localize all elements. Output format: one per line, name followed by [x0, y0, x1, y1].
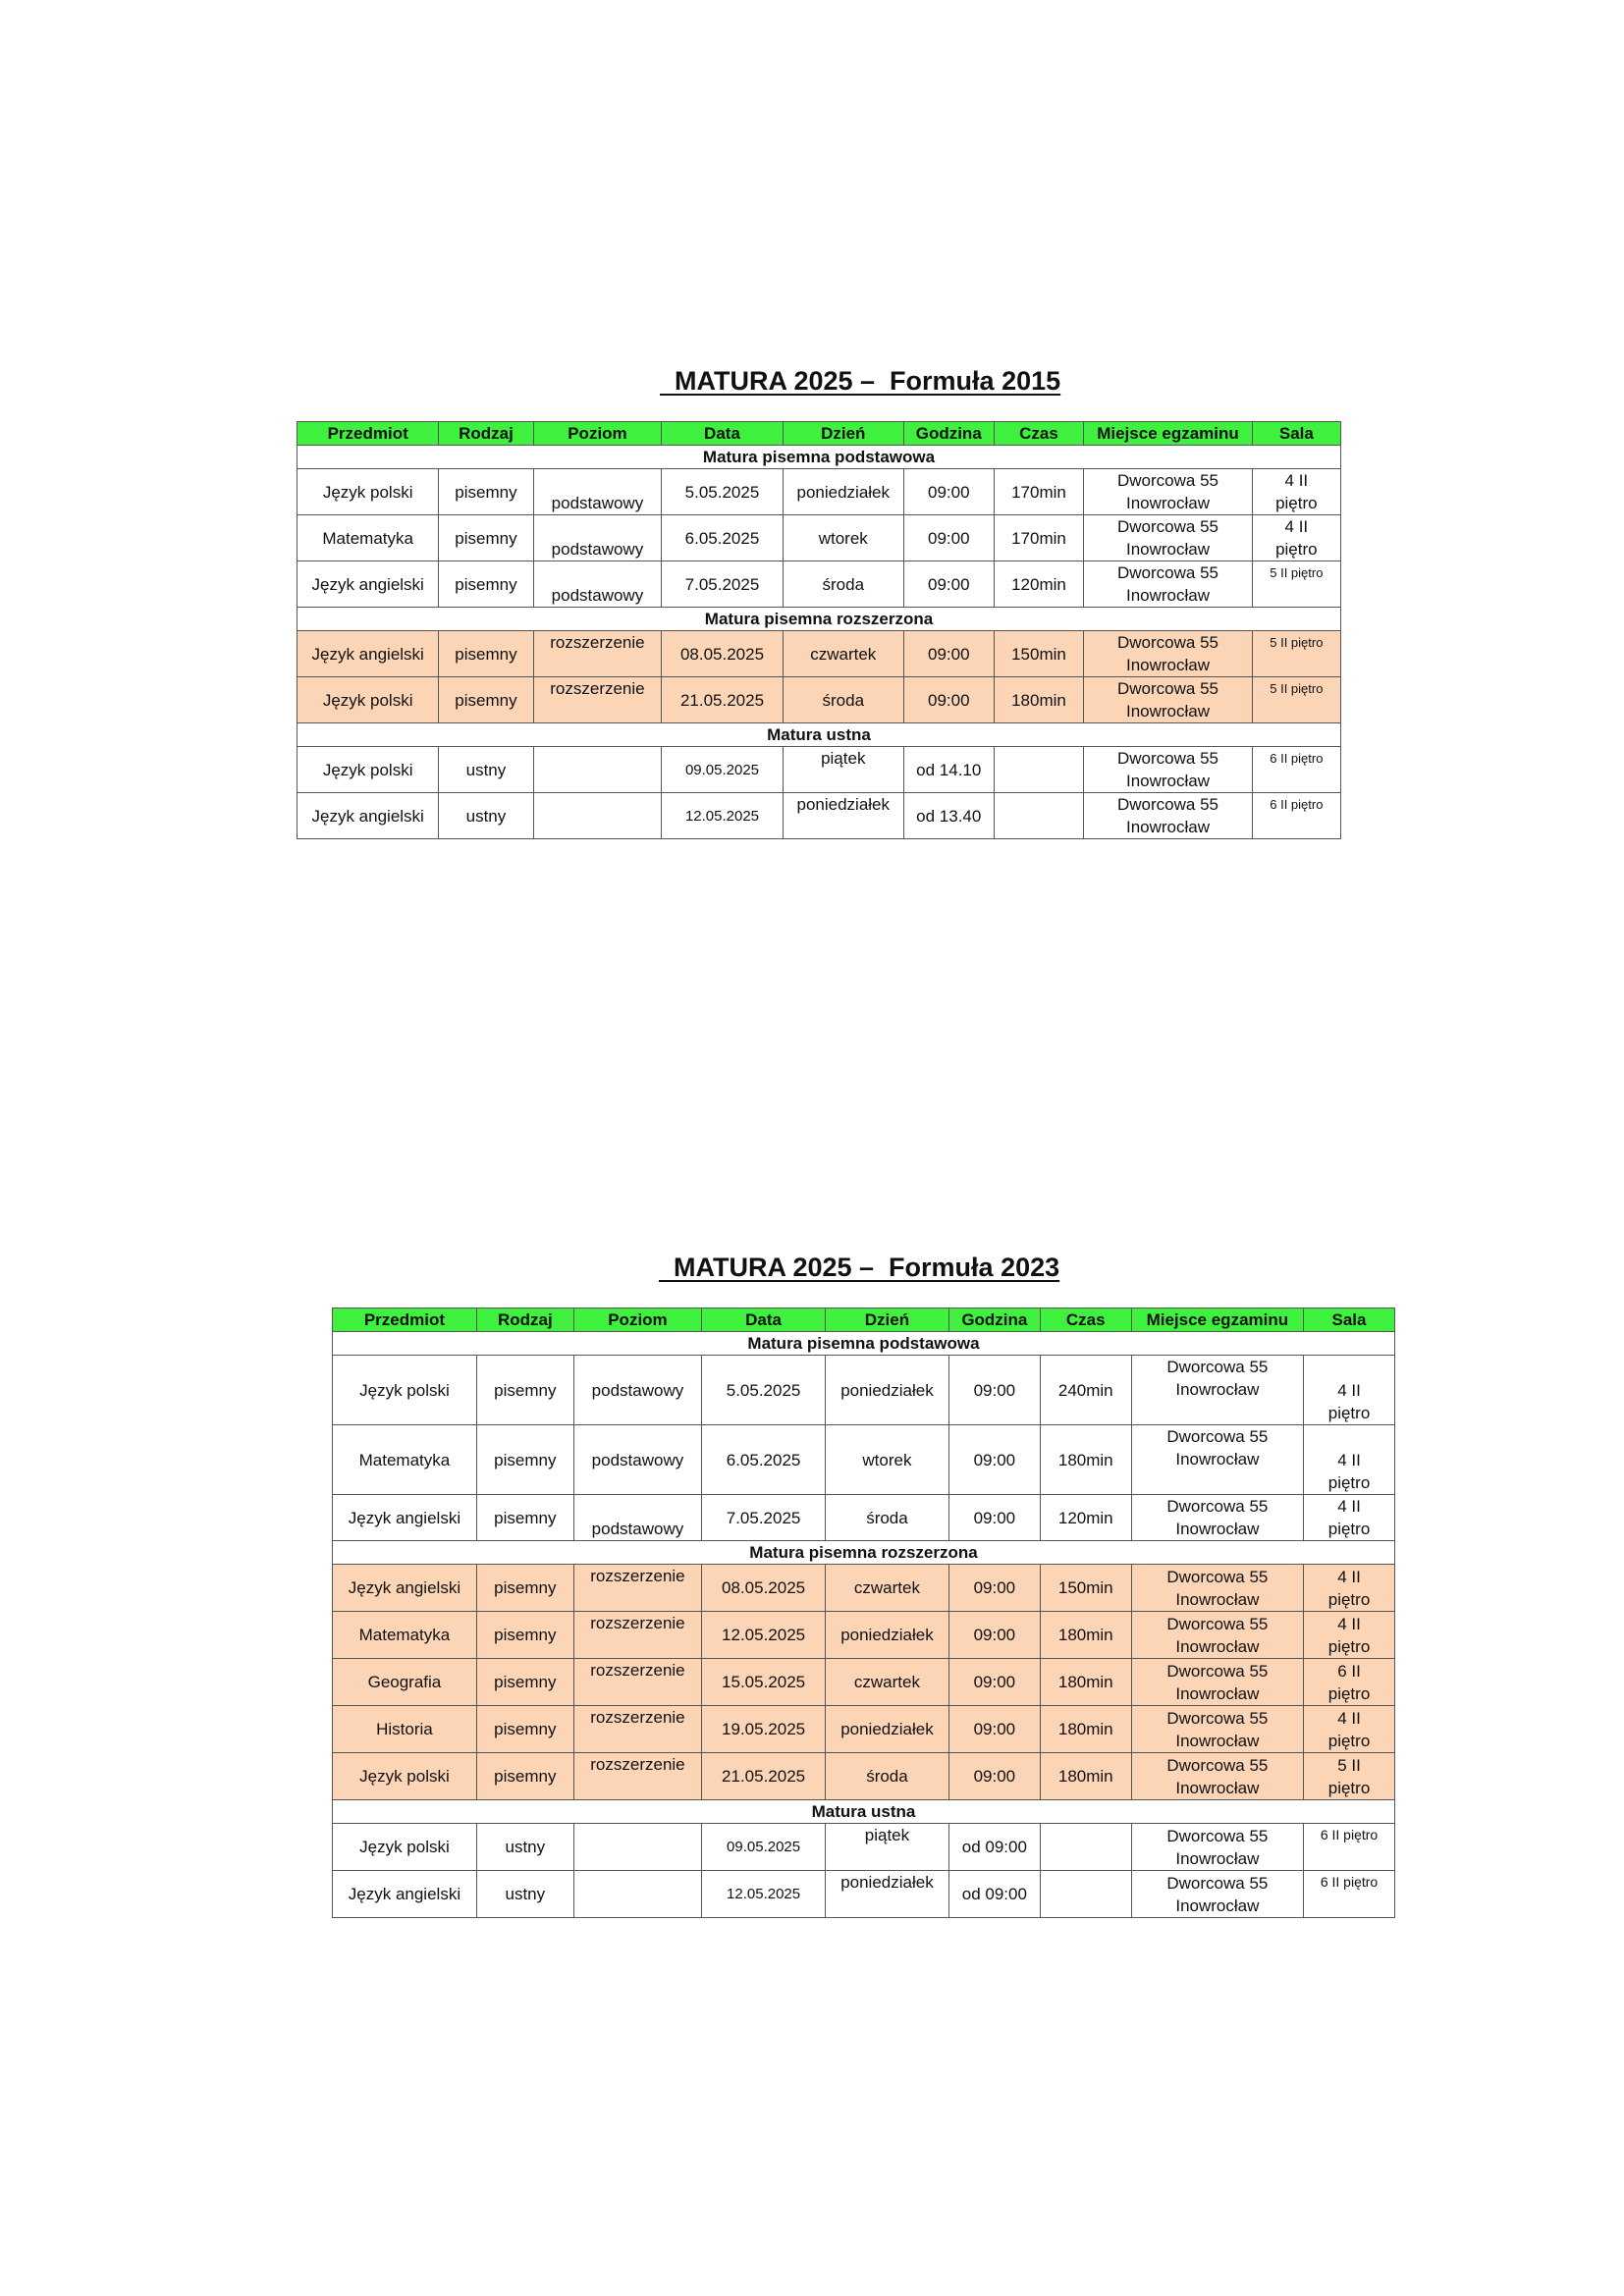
table-row — [333, 1824, 1395, 1871]
duration-cell: 170min — [994, 515, 1084, 561]
section-row — [298, 608, 1341, 631]
subject-cell: Język polski — [333, 1753, 477, 1800]
room-floor: piętro — [1327, 1520, 1371, 1538]
room-number: 6 II — [1337, 1661, 1361, 1681]
table-row — [333, 1565, 1395, 1612]
subject-cell: Język angielski — [333, 1495, 477, 1541]
place-cell — [1084, 469, 1252, 515]
place-cell — [1131, 1356, 1303, 1425]
level-cell: podstawowy — [573, 1356, 701, 1425]
place-street: Dworcowa 55 — [1166, 1567, 1269, 1586]
column-header: Data — [662, 422, 783, 446]
room-floor: piętro — [1327, 1473, 1371, 1492]
room-number: 4 II — [1337, 1708, 1361, 1728]
page-title-formula-2015: MATURA 2025 – Formuła 2015 — [660, 366, 1061, 396]
place-city: Inowrocław — [1175, 1520, 1260, 1538]
table-row — [333, 1356, 1395, 1425]
time-cell: 09:00 — [948, 1612, 1040, 1659]
column-header: Czas — [1040, 1308, 1131, 1332]
duration-cell: 150min — [1040, 1565, 1131, 1612]
time-cell: 09:00 — [903, 677, 994, 723]
type-cell: pisemny — [439, 631, 533, 677]
room-floor: piętro — [1275, 494, 1318, 512]
type-cell: pisemny — [439, 515, 533, 561]
time-cell: 09:00 — [903, 631, 994, 677]
section-label: Matura pisemna rozszerzona — [298, 608, 1341, 631]
time-cell: 09:00 — [948, 1753, 1040, 1800]
duration-cell: 240min — [1040, 1356, 1131, 1425]
room-cell: 6 II piętro — [1252, 793, 1340, 839]
date-cell: 21.05.2025 — [662, 677, 783, 723]
type-cell: pisemny — [439, 561, 533, 608]
day-cell: czwartek — [783, 631, 903, 677]
level-cell — [533, 793, 662, 839]
place-street: Dworcowa 55 — [1166, 1873, 1269, 1893]
section-label: Matura pisemna rozszerzona — [333, 1541, 1395, 1565]
date-cell: 15.05.2025 — [702, 1659, 826, 1706]
place-city: Inowrocław — [1175, 1589, 1260, 1609]
time-cell: 09:00 — [903, 561, 994, 608]
level-cell — [573, 1824, 701, 1871]
place-city: Inowrocław — [1175, 1636, 1260, 1656]
room-cell — [1304, 1753, 1395, 1800]
day-cell: poniedziałek — [826, 1871, 949, 1918]
room-number: 4 II — [1337, 1614, 1361, 1633]
room-cell — [1304, 1425, 1395, 1495]
level-cell: rozszerzenie — [573, 1565, 701, 1612]
type-cell: pisemny — [439, 677, 533, 723]
table-row — [333, 1495, 1395, 1541]
place-city: Inowrocław — [1125, 702, 1211, 721]
place-city: Inowrocław — [1125, 586, 1211, 605]
level-cell: podstawowy — [533, 515, 662, 561]
level-cell: rozszerzenie — [573, 1612, 701, 1659]
room-cell — [1304, 1659, 1395, 1706]
place-city: Inowrocław — [1175, 1848, 1260, 1868]
duration-cell: 120min — [994, 561, 1084, 608]
place-street: Dworcowa 55 — [1117, 749, 1218, 768]
room-cell — [1304, 1706, 1395, 1753]
section-label: Matura pisemna podstawowa — [333, 1332, 1395, 1356]
type-cell: pisemny — [476, 1356, 573, 1425]
place-cell — [1084, 747, 1252, 793]
column-header: Dzień — [783, 422, 903, 446]
column-header: Godzina — [948, 1308, 1040, 1332]
room-cell — [1304, 1356, 1395, 1425]
duration-cell: 150min — [994, 631, 1084, 677]
day-cell: poniedziałek — [783, 793, 903, 839]
duration-cell: 180min — [994, 677, 1084, 723]
room-number: 4 II — [1284, 471, 1309, 490]
type-cell: pisemny — [476, 1659, 573, 1706]
column-header: Data — [702, 1308, 826, 1332]
section-row — [333, 1800, 1395, 1824]
column-header: Rodzaj — [476, 1308, 573, 1332]
column-header: Rodzaj — [439, 422, 533, 446]
place-cell — [1084, 793, 1252, 839]
date-cell: 7.05.2025 — [662, 561, 783, 608]
place-city: Inowrocław — [1175, 1896, 1260, 1915]
column-header: Miejsce egzaminu — [1131, 1308, 1303, 1332]
level-cell — [533, 747, 662, 793]
room-cell: 6 II piętro — [1252, 747, 1340, 793]
place-city: Inowrocław — [1125, 494, 1211, 512]
time-cell: 09:00 — [948, 1356, 1040, 1425]
table-row — [333, 1753, 1395, 1800]
place-cell — [1131, 1612, 1303, 1659]
level-cell: podstawowy — [573, 1425, 701, 1495]
room-number: 4 II — [1337, 1497, 1361, 1516]
room-floor: piętro — [1327, 1731, 1371, 1750]
section-label: Matura pisemna podstawowa — [298, 446, 1341, 469]
table-row — [298, 793, 1341, 839]
duration-cell: 180min — [1040, 1753, 1131, 1800]
date-cell: 5.05.2025 — [702, 1356, 826, 1425]
room-number: 5 II — [1337, 1755, 1361, 1775]
place-cell — [1084, 677, 1252, 723]
room-number: 4 II — [1337, 1381, 1361, 1400]
place-city: Inowrocław — [1125, 540, 1211, 559]
day-cell: środa — [826, 1495, 949, 1541]
date-cell: 09.05.2025 — [702, 1824, 826, 1871]
section-label: Matura ustna — [298, 723, 1341, 747]
day-cell: piątek — [826, 1824, 949, 1871]
type-cell: ustny — [476, 1871, 573, 1918]
place-cell — [1084, 631, 1252, 677]
time-cell: od 09:00 — [948, 1824, 1040, 1871]
subject-cell: Historia — [333, 1706, 477, 1753]
type-cell: pisemny — [476, 1612, 573, 1659]
column-header: Poziom — [573, 1308, 701, 1332]
subject-cell: Matematyka — [298, 515, 439, 561]
subject-cell: Matematyka — [333, 1425, 477, 1495]
place-street: Dworcowa 55 — [1117, 633, 1218, 652]
type-cell: pisemny — [439, 469, 533, 515]
date-cell: 12.05.2025 — [702, 1871, 826, 1918]
date-cell: 7.05.2025 — [702, 1495, 826, 1541]
day-cell: poniedziałek — [826, 1612, 949, 1659]
duration-cell — [994, 793, 1084, 839]
place-street: Dworcowa 55 — [1166, 1708, 1269, 1728]
table-row — [333, 1425, 1395, 1495]
subject-cell: Język angielski — [333, 1565, 477, 1612]
date-cell: 12.05.2025 — [662, 793, 783, 839]
place-street: Dworcowa 55 — [1117, 679, 1218, 698]
place-street: Dworcowa 55 — [1166, 1427, 1269, 1446]
column-header: Sala — [1304, 1308, 1395, 1332]
column-header: Sala — [1252, 422, 1340, 446]
place-street: Dworcowa 55 — [1166, 1826, 1269, 1845]
room-number: 4 II — [1337, 1567, 1361, 1586]
place-cell — [1131, 1824, 1303, 1871]
place-city: Inowrocław — [1175, 1683, 1260, 1703]
place-city: Inowrocław — [1175, 1380, 1260, 1399]
column-header: Poziom — [533, 422, 662, 446]
section-row — [298, 446, 1341, 469]
column-header: Przedmiot — [333, 1308, 477, 1332]
day-cell: czwartek — [826, 1565, 949, 1612]
duration-cell: 180min — [1040, 1612, 1131, 1659]
date-cell: 19.05.2025 — [702, 1706, 826, 1753]
room-cell — [1252, 515, 1340, 561]
table-row — [333, 1612, 1395, 1659]
duration-cell — [1040, 1824, 1131, 1871]
day-cell: środa — [783, 677, 903, 723]
table-header-row — [298, 422, 1341, 446]
section-row — [333, 1541, 1395, 1565]
day-cell: czwartek — [826, 1659, 949, 1706]
place-street: Dworcowa 55 — [1166, 1614, 1269, 1633]
column-header: Przedmiot — [298, 422, 439, 446]
room-cell — [1304, 1565, 1395, 1612]
date-cell: 09.05.2025 — [662, 747, 783, 793]
place-city: Inowrocław — [1175, 1778, 1260, 1797]
level-cell: podstawowy — [533, 469, 662, 515]
place-cell — [1131, 1565, 1303, 1612]
time-cell: 09:00 — [903, 515, 994, 561]
place-city: Inowrocław — [1175, 1450, 1260, 1468]
place-city: Inowrocław — [1175, 1731, 1260, 1750]
time-cell: 09:00 — [948, 1425, 1040, 1495]
day-cell: poniedziałek — [826, 1706, 949, 1753]
date-cell: 12.05.2025 — [702, 1612, 826, 1659]
date-cell: 5.05.2025 — [662, 469, 783, 515]
day-cell: wtorek — [826, 1425, 949, 1495]
time-cell: 09:00 — [948, 1659, 1040, 1706]
time-cell: 09:00 — [903, 469, 994, 515]
place-cell — [1131, 1871, 1303, 1918]
date-cell: 21.05.2025 — [702, 1753, 826, 1800]
date-cell: 6.05.2025 — [702, 1425, 826, 1495]
column-header: Miejsce egzaminu — [1084, 422, 1252, 446]
date-cell: 08.05.2025 — [702, 1565, 826, 1612]
room-cell — [1304, 1495, 1395, 1541]
subject-cell: Język angielski — [333, 1871, 477, 1918]
place-cell — [1131, 1495, 1303, 1541]
level-cell: rozszerzenie — [573, 1706, 701, 1753]
time-cell: 09:00 — [948, 1495, 1040, 1541]
column-header: Godzina — [903, 422, 994, 446]
subject-cell: Język polski — [333, 1356, 477, 1425]
duration-cell: 180min — [1040, 1659, 1131, 1706]
place-cell — [1084, 561, 1252, 608]
subject-cell: Język polski — [298, 469, 439, 515]
type-cell: ustny — [439, 747, 533, 793]
subject-cell: Matematyka — [333, 1612, 477, 1659]
table-row — [298, 677, 1341, 723]
day-cell: poniedziałek — [783, 469, 903, 515]
date-cell: 6.05.2025 — [662, 515, 783, 561]
time-cell: od 14.10 — [903, 747, 994, 793]
place-cell — [1131, 1659, 1303, 1706]
place-cell — [1131, 1425, 1303, 1495]
duration-cell: 180min — [1040, 1425, 1131, 1495]
section-row — [298, 723, 1341, 747]
type-cell: pisemny — [476, 1495, 573, 1541]
place-street: Dworcowa 55 — [1166, 1358, 1269, 1376]
room-floor: piętro — [1327, 1778, 1371, 1797]
room-floor: piętro — [1327, 1636, 1371, 1656]
duration-cell: 170min — [994, 469, 1084, 515]
place-street: Dworcowa 55 — [1166, 1661, 1269, 1681]
time-cell: od 09:00 — [948, 1871, 1040, 1918]
place-street: Dworcowa 55 — [1166, 1497, 1269, 1516]
table-header-row — [333, 1308, 1395, 1332]
type-cell: pisemny — [476, 1753, 573, 1800]
type-cell: pisemny — [476, 1706, 573, 1753]
room-number: 4 II — [1337, 1451, 1361, 1469]
table-row — [298, 561, 1341, 608]
table-row — [333, 1706, 1395, 1753]
room-cell: 5 II piętro — [1252, 631, 1340, 677]
table-row — [333, 1871, 1395, 1918]
table-row — [298, 747, 1341, 793]
table-row — [333, 1659, 1395, 1706]
type-cell: pisemny — [476, 1565, 573, 1612]
room-cell: 5 II piętro — [1252, 561, 1340, 608]
place-cell — [1131, 1753, 1303, 1800]
page-title-formula-2023: MATURA 2025 – Formuła 2023 — [659, 1253, 1060, 1282]
room-cell: 5 II piętro — [1252, 677, 1340, 723]
room-floor: piętro — [1327, 1589, 1371, 1609]
exam-schedule-table-2015 — [297, 421, 1341, 839]
duration-cell — [1040, 1871, 1131, 1918]
exam-schedule-table-2023 — [332, 1308, 1395, 1918]
type-cell: pisemny — [476, 1425, 573, 1495]
room-floor: piętro — [1327, 1404, 1371, 1422]
place-street: Dworcowa 55 — [1117, 563, 1218, 582]
subject-cell: Język polski — [298, 747, 439, 793]
room-cell: 6 II piętro — [1304, 1824, 1395, 1871]
place-cell — [1131, 1706, 1303, 1753]
level-cell: rozszerzenie — [573, 1659, 701, 1706]
subject-cell: Język angielski — [298, 631, 439, 677]
room-cell — [1252, 469, 1340, 515]
column-header: Czas — [994, 422, 1084, 446]
place-street: Dworcowa 55 — [1117, 471, 1218, 490]
place-city: Inowrocław — [1125, 656, 1211, 674]
subject-cell: Język angielski — [298, 561, 439, 608]
duration-cell: 180min — [1040, 1706, 1131, 1753]
place-city: Inowrocław — [1125, 818, 1211, 836]
room-floor: piętro — [1275, 540, 1318, 559]
table-row — [298, 515, 1341, 561]
place-street: Dworcowa 55 — [1166, 1755, 1269, 1775]
place-cell — [1084, 515, 1252, 561]
type-cell: ustny — [439, 793, 533, 839]
date-cell: 08.05.2025 — [662, 631, 783, 677]
level-cell: rozszerzenie — [573, 1753, 701, 1800]
level-cell: rozszerzenie — [533, 677, 662, 723]
section-label: Matura ustna — [333, 1800, 1395, 1824]
room-cell — [1304, 1612, 1395, 1659]
duration-cell: 120min — [1040, 1495, 1131, 1541]
day-cell: środa — [783, 561, 903, 608]
place-city: Inowrocław — [1125, 772, 1211, 790]
table-row — [298, 631, 1341, 677]
time-cell: 09:00 — [948, 1565, 1040, 1612]
room-floor: piętro — [1327, 1683, 1371, 1703]
duration-cell — [994, 747, 1084, 793]
time-cell: od 13.40 — [903, 793, 994, 839]
day-cell: wtorek — [783, 515, 903, 561]
place-street: Dworcowa 55 — [1117, 795, 1218, 814]
column-header: Dzień — [826, 1308, 949, 1332]
subject-cell: Język polski — [333, 1824, 477, 1871]
level-cell: rozszerzenie — [533, 631, 662, 677]
room-cell: 6 II piętro — [1304, 1871, 1395, 1918]
day-cell: poniedziałek — [826, 1356, 949, 1425]
subject-cell: Język angielski — [298, 793, 439, 839]
type-cell: ustny — [476, 1824, 573, 1871]
day-cell: piątek — [783, 747, 903, 793]
level-cell: podstawowy — [533, 561, 662, 608]
table-row — [298, 469, 1341, 515]
subject-cell: Geografia — [333, 1659, 477, 1706]
section-row — [333, 1332, 1395, 1356]
level-cell — [573, 1871, 701, 1918]
level-cell: podstawowy — [573, 1495, 701, 1541]
time-cell: 09:00 — [948, 1706, 1040, 1753]
day-cell: środa — [826, 1753, 949, 1800]
room-number: 4 II — [1284, 517, 1309, 536]
place-street: Dworcowa 55 — [1117, 517, 1218, 536]
subject-cell: Język polski — [298, 677, 439, 723]
